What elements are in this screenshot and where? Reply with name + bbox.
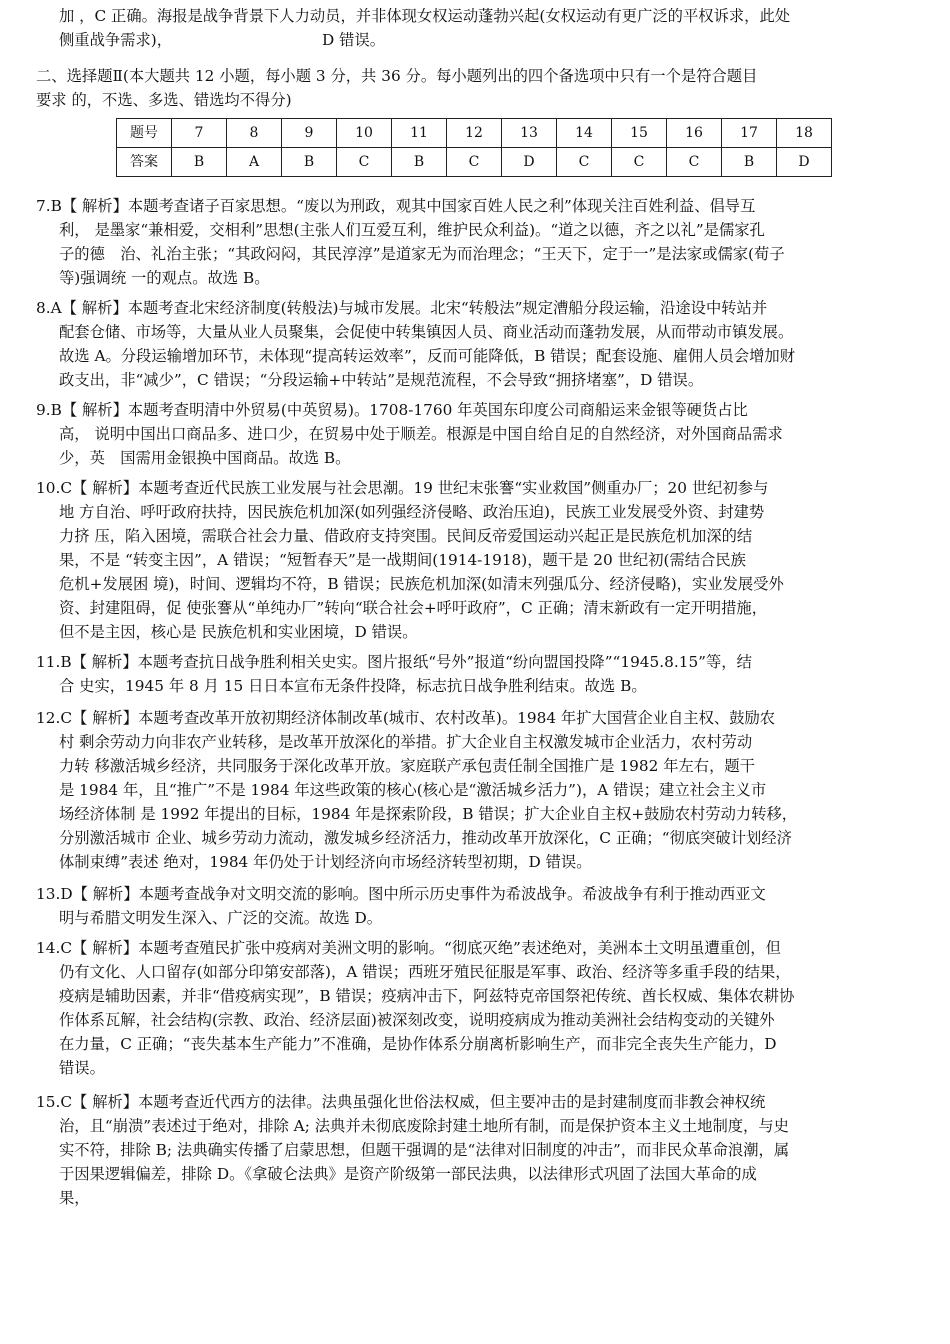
q14-line: 错误。 [59,1059,105,1077]
section-line-1: 二、选择题Ⅱ(本大题共 12 小题，每小题 3 分，共 36 分。每小题列出的四个备选项中只有一个是符合题目 [36,67,758,85]
question-13-explanation [36,882,916,930]
q10-line: 但不是主因，核心是 民族危机和实业困境，D 错误。 [59,623,418,641]
q8-line: 政支出，非“减少”，C 错误；“分段运输+中转站”是规范流程，不会导致“拥挤堵塞”，D 错误。 [59,371,704,389]
table-cell-number: 15 [612,119,667,148]
q14-line: 在力量，C 正确；“丧失基本生产能力”不准确，是协作体系分崩离析影响生产，而非完全丧失生产能力，D [59,1035,777,1053]
table-cell-answer: C [337,148,392,177]
table-cell-answer: B [722,148,777,177]
table-row-label-number: 题号 [117,119,172,148]
table-cell-number: 14 [557,119,612,148]
q9-line: 9.B【 解析】本题考查明清中外贸易(中英贸易)。1708-1760 年英国东印度公司商船运来金银等硬货占比 [36,401,748,419]
q15-line: 果， [59,1189,90,1207]
q15-line: 15.C【 解析】本题考查近代西方的法律。法典虽强化世俗法权威，但主要冲击的是封建制度而非教会神权统 [36,1093,766,1111]
section-heading [36,64,916,112]
q12-line: 分别激活城市 企业、城乡劳动力流动，激发城乡经济活力，推动改革开放深化，C 正确；“彻底突破计划经济 [59,829,792,847]
q8-line: 故选 A。分段运输增加环节，未体现“提高转运效率”，反而可能降低，B 错误；配套设施、雇佣人员会增加财 [59,347,796,365]
table-cell-answer: C [612,148,667,177]
answer-table-answer-row [117,148,832,177]
table-cell-number: 16 [667,119,722,148]
table-cell-answer: C [557,148,612,177]
table-cell-number: 8 [227,119,282,148]
table-cell-number: 12 [447,119,502,148]
q15-line: 实不符，排除 B; 法典确实传播了启蒙思想，但题干强调的是“法律对旧制度的冲击”，而非民众革命浪潮，属 [59,1141,790,1159]
question-11-explanation [36,650,916,698]
q13-line: 明与希腊文明发生深入、广泛的交流。故选 D。 [59,909,383,927]
table-cell-number: 9 [282,119,337,148]
q10-line: 10.C【 解析】本题考查近代民族工业发展与社会思潮。19 世纪末张謇“实业救国”侧重办厂；20 世纪初参与 [36,479,769,497]
table-cell-answer: C [447,148,502,177]
q8-line: 8.A【 解析】本题考查北宋经济制度(转般法)与城市发展。北宋“转般法”规定漕船分段运输，沿途设中转站并 [36,299,768,317]
question-9-explanation [36,398,916,470]
answer-table [116,118,832,177]
section-line-2: 要求 的，不选、多选、错选均不得分) [36,91,292,109]
table-cell-answer: B [282,148,337,177]
top-line-2b: D 错误。 [322,31,386,49]
q12-line: 村 剩余劳动力向非农产业转移，是改革开放深化的举措。扩大企业自主权激发城市企业活力，农村劳动 [59,733,753,751]
top-continuation [36,4,916,52]
q15-line: 于因果逻辑偏差，排除 D。《拿破仑法典》是资产阶级第一部民法典，以法律形式巩固了法国大革命的成 [59,1165,757,1183]
q12-line: 体制束缚”表述 绝对，1984 年仍处于计划经济向市场经济转型初期，D 错误。 [59,853,592,871]
q14-line: 14.C【 解析】本题考查殖民扩张中疫病对美洲文明的影响。“彻底灭绝”表述绝对，美洲本土文明虽遭重创，但 [36,939,781,957]
q10-line: 果，不是 “转变主因”，A 错误；“短暂春天”是一战期间(1914-1918)，题干是 20 世纪初(需结合民族 [59,551,746,569]
table-cell-number: 17 [722,119,777,148]
answer-table-number-row [117,119,832,148]
q10-line: 力挤 压，陷入困境，需联合社会力量、借政府支持突围。民间反帝爱国运动兴起正是民族危机加深的结 [59,527,753,545]
top-line-2 [36,28,916,52]
table-cell-answer: B [392,148,447,177]
q7-line: 等)强调统 一的观点。故选 B。 [59,269,270,287]
q10-line: 地 方自治、呼吁政府扶持，因民族危机加深(如列强经济侵略、政治压迫)，民族工业发展受外资、封建势 [59,503,765,521]
top-line-1: 加 ，C 正确。海报是战争背景下人力动员，并非体现女权运动蓬勃兴起(女权运动有更广泛的平权诉求，此处 [59,7,791,25]
q9-line: 高， 说明中国出口商品多、进口少，在贸易中处于顺差。根源是中国自给自足的自然经济，对外国商品需求 [59,425,783,443]
q13-line: 13.D【 解析】本题考查战争对文明交流的影响。图中所示历史事件为希波战争。希波战争有利于推动西亚文 [36,885,766,903]
q11-line: 合 史实，1945 年 8 月 15 日日本宣布无条件投降，标志抗日战争胜利结束。故选 B。 [59,677,647,695]
q12-line: 是 1984 年，且“推广”不是 1984 年这些政策的核心(核心是“激活城乡活力”)，A 错误；建立社会主义市 [59,781,767,799]
q14-line: 仍有文化、人口留存(如部分印第安部落)，A 错误；西班牙殖民征服是军事、政治、经济等多重手段的结果， [59,963,791,981]
question-12-explanation [36,706,916,874]
q14-line: 作体系瓦解，社会结构(宗教、政治、经济层面)被深刻改变，说明疫病成为推动美洲社会结构变动的关键外 [59,1011,775,1029]
q12-line: 场经济体制 是 1992 年提出的目标，1984 年是探索阶段，B 错误；扩大企业自主权+鼓励农村劳动力转移， [59,805,798,823]
q9-line: 少，英 国需用金银换中国商品。故选 B。 [59,449,351,467]
table-cell-number: 10 [337,119,392,148]
table-cell-number: 18 [777,119,832,148]
table-cell-number: 7 [172,119,227,148]
table-row-label-answer: 答案 [117,148,172,177]
q12-line: 力转 移激活城乡经济，共同服务于深化改革开放。家庭联产承包责任制全国推广是 1982 年左右，题干 [59,757,755,775]
question-14-explanation [36,936,916,1080]
q15-line: 治，且“崩溃”表述过于绝对，排除 A; 法典并未彻底废除封建土地所有制，而是保护资本主义土地制度，与史 [59,1117,789,1135]
table-cell-number: 11 [392,119,447,148]
question-10-explanation [36,476,916,644]
q8-line: 配套仓储、市场等，大量从业人员聚集，会促使中转集镇因人员、商业活动而蓬勃发展，从而带动市镇发展。 [59,323,794,341]
q7-line: 利， 是墨家“兼相爱，交相利”思想(主张人们互爱互利，维护民众利益)。“道之以德，齐之以礼”是儒家孔 [59,221,765,239]
table-cell-answer: D [777,148,832,177]
table-cell-answer: D [502,148,557,177]
table-cell-answer: C [667,148,722,177]
table-cell-number: 13 [502,119,557,148]
q10-line: 危机+发展困 境)，时间、逻辑均不符，B 错误；民族危机加深(如清末列强瓜分、经济侵略)，实业发展受外 [59,575,784,593]
q7-line: 7.B【 解析】本题考查诸子百家思想。“废以为刑政，观其中国家百姓人民之利”体现关注百姓利益、倡导互 [36,197,756,215]
q12-line: 12.C【 解析】本题考查改革开放初期经济体制改革(城市、农村改革)。1984 年扩大国营企业自主权、鼓励农 [36,709,776,727]
q7-line: 子的德 治、礼治主张；“其政闷闷，其民淳淳”是道家无为而治理念；“王天下，定于一”是法家或儒家(荀子 [59,245,785,263]
table-cell-answer: A [227,148,282,177]
table-cell-answer: B [172,148,227,177]
question-15-explanation [36,1090,916,1210]
top-line-2a: 侧重战争需求)， [59,31,173,49]
q11-line: 11.B【 解析】本题考查抗日战争胜利相关史实。图片报纸“号外”报道“纷向盟国投降”“1945.8.15”等，结 [36,653,752,671]
q10-line: 资、封建阻碍，促 使张謇从“单纯办厂”转向“联合社会+呼吁政府”，C 正确；清末新政有一定开明措施， [59,599,767,617]
question-8-explanation [36,296,916,392]
question-7-explanation [36,194,916,290]
q14-line: 疫病是辅助因素，并非“借疫病实现”，B 错误；疫病冲击下，阿兹特克帝国祭祀传统、酋长权威、集体农耕协 [59,987,795,1005]
